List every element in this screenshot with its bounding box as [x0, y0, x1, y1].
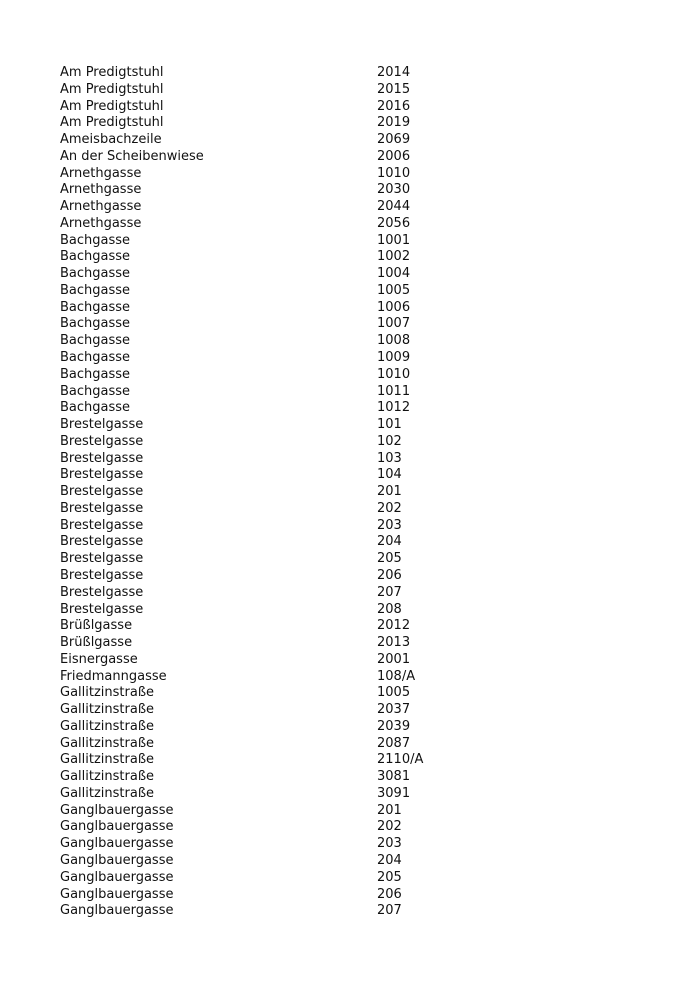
street-name-cell: Bachgasse	[60, 232, 131, 248]
house-number-cell: 205	[377, 869, 402, 885]
house-number-cell: 101	[377, 417, 402, 433]
street-name-cell: Brestelgasse	[60, 450, 144, 466]
table-row	[60, 316, 660, 333]
table-row	[60, 568, 660, 585]
house-number-cell: 103	[377, 450, 402, 466]
table-row	[60, 99, 660, 116]
table-row	[60, 233, 660, 250]
street-name-cell: Gallitzinstraße	[60, 752, 155, 768]
table-row	[60, 652, 660, 669]
street-name-cell: Arnethgasse	[60, 215, 142, 231]
table-row	[60, 870, 660, 887]
street-name-cell: Brestelgasse	[60, 467, 144, 483]
table-row	[60, 266, 660, 283]
street-name-cell: Bachgasse	[60, 316, 131, 332]
house-number-cell: 202	[377, 819, 402, 835]
table-row	[60, 132, 660, 149]
street-name-cell: Ganglbauergasse	[60, 903, 174, 919]
table-row	[60, 283, 660, 300]
house-number-cell: 207	[377, 584, 402, 600]
house-number-cell: 1005	[377, 282, 411, 298]
street-name-cell: Ganglbauergasse	[60, 802, 174, 818]
house-number-cell: 1007	[377, 316, 411, 332]
street-name-cell: Brestelgasse	[60, 584, 144, 600]
street-name-cell: Brestelgasse	[60, 551, 144, 567]
street-name-cell: Gallitzinstraße	[60, 785, 155, 801]
house-number-cell: 2056	[377, 215, 411, 231]
house-number-cell: 2110/A	[377, 752, 424, 768]
table-row	[60, 484, 660, 501]
house-number-cell: 1010	[377, 366, 411, 382]
house-number-cell: 2030	[377, 182, 411, 198]
street-name-cell: Am Predigtstuhl	[60, 65, 164, 80]
house-number-cell: 1012	[377, 400, 411, 416]
street-name-cell: Brestelgasse	[60, 567, 144, 583]
street-name-cell: Bachgasse	[60, 366, 131, 382]
street-name-cell: An der Scheibenwiese	[60, 148, 204, 164]
house-number-cell: 2014	[377, 65, 411, 80]
table-row	[60, 115, 660, 132]
street-name-cell: Brüßlgasse	[60, 618, 133, 634]
house-number-cell: 1006	[377, 299, 411, 315]
street-name-cell: Bachgasse	[60, 400, 131, 416]
house-number-cell: 104	[377, 467, 402, 483]
street-name-cell: Brestelgasse	[60, 500, 144, 516]
street-name-cell: Brestelgasse	[60, 534, 144, 550]
house-number-cell: 2037	[377, 702, 411, 718]
table-row	[60, 249, 660, 266]
house-number-cell: 205	[377, 551, 402, 567]
table-row	[60, 551, 660, 568]
table-row	[60, 149, 660, 166]
house-number-cell: 3091	[377, 785, 411, 801]
street-name-cell: Gallitzinstraße	[60, 718, 155, 734]
house-number-cell: 3081	[377, 769, 411, 785]
street-name-cell: Gallitzinstraße	[60, 685, 155, 701]
table-row	[60, 669, 660, 686]
house-number-cell: 1001	[377, 232, 411, 248]
house-number-cell: 2016	[377, 98, 411, 114]
table-row	[60, 166, 660, 183]
street-name-cell: Brüßlgasse	[60, 635, 133, 651]
table-row	[60, 434, 660, 451]
street-name-cell: Bachgasse	[60, 299, 131, 315]
table-row	[60, 333, 660, 350]
street-name-cell: Arnethgasse	[60, 165, 142, 181]
table-row	[60, 769, 660, 786]
street-name-cell: Friedmanngasse	[60, 668, 167, 684]
house-number-cell: 1010	[377, 165, 411, 181]
house-number-cell: 108/A	[377, 668, 416, 684]
house-number-cell: 2013	[377, 635, 411, 651]
street-name-cell: Ganglbauergasse	[60, 886, 174, 902]
house-number-cell: 204	[377, 534, 402, 550]
street-name-cell: Ganglbauergasse	[60, 869, 174, 885]
street-name-cell: Gallitzinstraße	[60, 769, 155, 785]
table-row	[60, 819, 660, 836]
table-row	[60, 702, 660, 719]
house-number-cell: 2069	[377, 132, 411, 148]
house-number-cell: 201	[377, 802, 402, 818]
table-row	[60, 836, 660, 853]
house-number-cell: 1008	[377, 333, 411, 349]
table-row	[60, 853, 660, 870]
house-number-cell: 201	[377, 484, 402, 500]
house-number-cell: 203	[377, 517, 402, 533]
house-number-cell: 2006	[377, 148, 411, 164]
table-row	[60, 786, 660, 803]
table-row	[60, 903, 660, 920]
street-name-cell: Brestelgasse	[60, 484, 144, 500]
table-row	[60, 367, 660, 384]
table-row	[60, 300, 660, 317]
street-name-cell: Bachgasse	[60, 383, 131, 399]
table-row	[60, 65, 660, 82]
table-row	[60, 803, 660, 820]
street-name-cell: Bachgasse	[60, 333, 131, 349]
table-row	[60, 752, 660, 769]
house-number-cell: 2019	[377, 115, 411, 131]
table-row	[60, 82, 660, 99]
table-row	[60, 501, 660, 518]
table-row	[60, 417, 660, 434]
street-name-cell: Arnethgasse	[60, 182, 142, 198]
house-number-cell: 207	[377, 903, 402, 919]
street-name-cell: Bachgasse	[60, 266, 131, 282]
house-number-cell: 1011	[377, 383, 411, 399]
house-number-cell: 204	[377, 852, 402, 868]
house-number-cell: 1005	[377, 685, 411, 701]
house-number-cell: 2044	[377, 199, 411, 215]
house-number-cell: 2012	[377, 618, 411, 634]
table-row	[60, 216, 660, 233]
house-number-cell: 203	[377, 836, 402, 852]
table-row	[60, 635, 660, 652]
house-number-cell: 1002	[377, 249, 411, 265]
street-name-cell: Eisnergasse	[60, 651, 138, 667]
street-name-cell: Brestelgasse	[60, 417, 144, 433]
address-table	[60, 65, 660, 920]
table-row	[60, 518, 660, 535]
house-number-cell: 206	[377, 567, 402, 583]
table-row	[60, 602, 660, 619]
house-number-cell: 2001	[377, 651, 411, 667]
table-row	[60, 685, 660, 702]
street-name-cell: Ganglbauergasse	[60, 819, 174, 835]
house-number-cell: 2015	[377, 81, 411, 97]
table-row	[60, 467, 660, 484]
house-number-cell: 206	[377, 886, 402, 902]
street-name-cell: Ganglbauergasse	[60, 852, 174, 868]
table-row	[60, 534, 660, 551]
street-name-cell: Bachgasse	[60, 249, 131, 265]
street-name-cell: Ameisbachzeile	[60, 132, 162, 148]
house-number-cell: 102	[377, 433, 402, 449]
street-name-cell: Am Predigtstuhl	[60, 81, 164, 97]
street-name-cell: Bachgasse	[60, 350, 131, 366]
table-row	[60, 199, 660, 216]
street-name-cell: Brestelgasse	[60, 517, 144, 533]
house-number-cell: 2039	[377, 718, 411, 734]
street-name-cell: Ganglbauergasse	[60, 836, 174, 852]
street-name-cell: Gallitzinstraße	[60, 735, 155, 751]
street-name-cell: Brestelgasse	[60, 433, 144, 449]
table-row	[60, 585, 660, 602]
house-number-cell: 1004	[377, 266, 411, 282]
street-name-cell: Bachgasse	[60, 282, 131, 298]
table-row	[60, 887, 660, 904]
house-number-cell: 1009	[377, 350, 411, 366]
street-name-cell: Arnethgasse	[60, 199, 142, 215]
table-row	[60, 736, 660, 753]
table-row	[60, 618, 660, 635]
table-row	[60, 451, 660, 468]
house-number-cell: 2087	[377, 735, 411, 751]
house-number-cell: 208	[377, 601, 402, 617]
table-row	[60, 350, 660, 367]
table-row	[60, 182, 660, 199]
table-row	[60, 400, 660, 417]
table-row	[60, 719, 660, 736]
house-number-cell: 202	[377, 500, 402, 516]
street-name-cell: Gallitzinstraße	[60, 702, 155, 718]
street-name-cell: Brestelgasse	[60, 601, 144, 617]
table-row	[60, 384, 660, 401]
street-name-cell: Am Predigtstuhl	[60, 98, 164, 114]
street-name-cell: Am Predigtstuhl	[60, 115, 164, 131]
